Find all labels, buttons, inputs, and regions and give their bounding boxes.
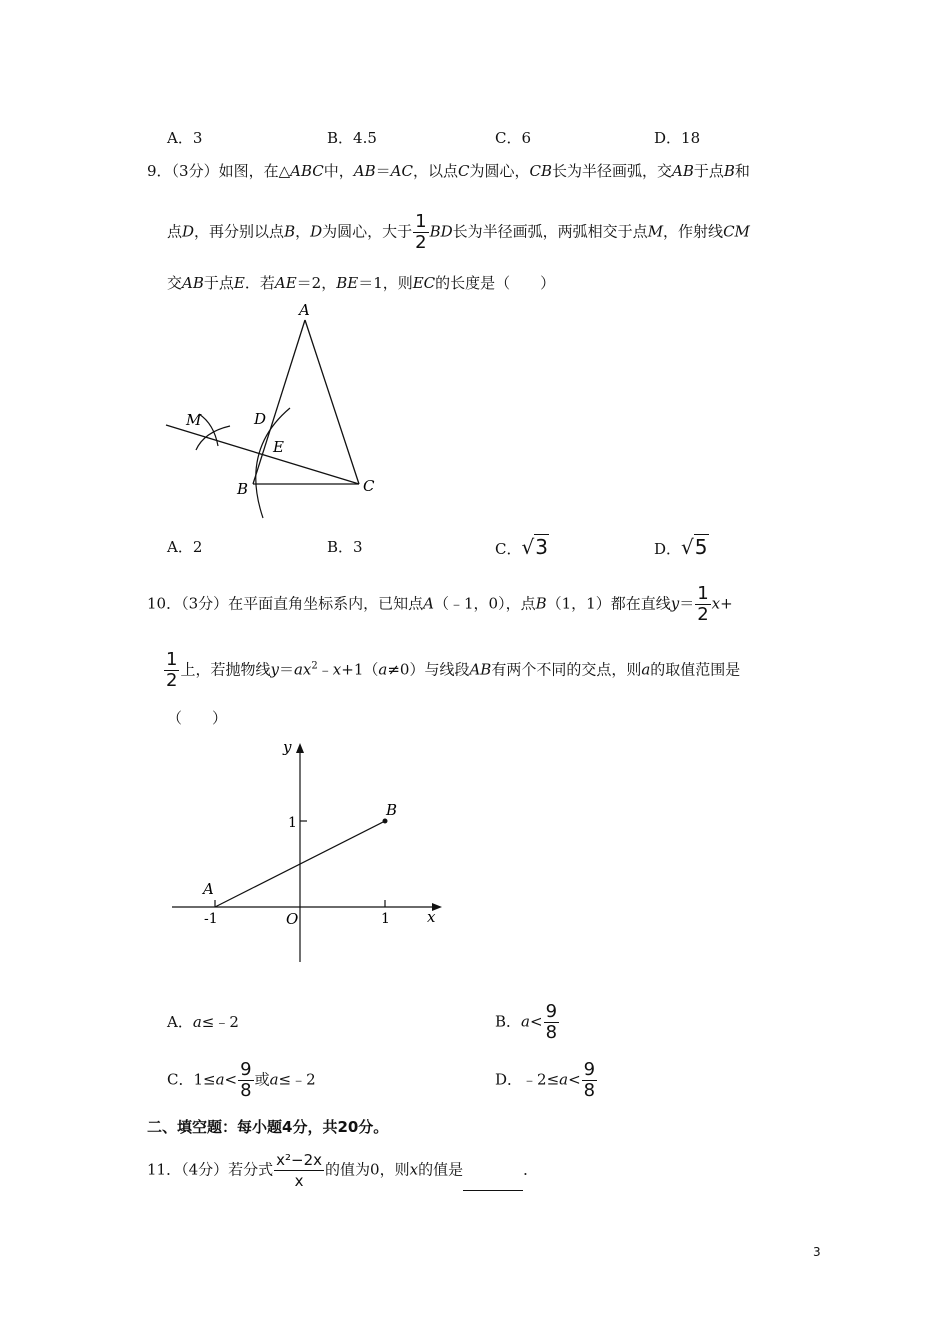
- q10-line2: $\frac{1}{2}$ 上，若抛物线$y=ax^2﹣x+1(a\ne 0)$与线段AB有两个不同的交点，则a的取值范围是: [166, 649, 741, 691]
- label-b: B: [237, 480, 249, 498]
- q9-option-c: C．√3: [495, 535, 548, 559]
- label-y: y: [283, 738, 292, 756]
- q8-option-d: D．18: [654, 129, 701, 147]
- q9-line2: 点D，再分别以点B，D为圆心，大于 $\frac{1}{2}$ BD长为半径画弧，两弧相交于点M，作射线CM: [167, 211, 750, 253]
- label-e: E: [273, 438, 284, 456]
- q10-option-a: A．a≤﹣2: [167, 1013, 239, 1031]
- q9-option-a: A．2: [167, 538, 203, 556]
- label-a: A: [203, 880, 214, 898]
- q10-option-b: B．a< $\frac{9}{8}$: [495, 1001, 558, 1043]
- label-one-x: 1: [381, 911, 390, 927]
- q10-option-d: D．﹣2≤a< $\frac{9}{8}$: [495, 1059, 596, 1101]
- sqrt-3: √3: [521, 535, 548, 559]
- nine-eighths-fraction: $\frac{9}{8}$: [545, 1001, 558, 1043]
- label-a: A: [299, 301, 310, 319]
- page-number: 3: [813, 1245, 821, 1259]
- nine-eighths-fraction: $\frac{9}{8}$: [583, 1059, 596, 1101]
- label-one-y: 1: [288, 815, 297, 831]
- nine-eighths-fraction: $\frac{9}{8}$: [240, 1059, 252, 1101]
- label-x: x: [427, 908, 436, 926]
- q10-option-c: C．1≤a< $\frac{9}{8}$ 或a≤﹣2: [167, 1059, 316, 1101]
- q9-option-b: B．3: [327, 538, 363, 556]
- q10-line1: 10．（3分）在平面直角坐标系内，已知点A（﹣1，0），点B（1，1）都在直线y＝ $\frac{1}{2}$ x+: [147, 583, 733, 625]
- q10-intercept-fraction: $\frac{1}{2}$: [166, 649, 178, 691]
- section-2-title: 二、填空题：每小题4分，共20分。: [147, 1118, 389, 1136]
- q8-option-b: B．4.5: [327, 129, 377, 147]
- point-b: [383, 819, 388, 824]
- q9-triangle-figure: [160, 298, 390, 523]
- q11-answer-blank[interactable]: [463, 1175, 523, 1191]
- sqrt-5: √5: [681, 535, 708, 559]
- q9-line1: 9．（3分）如图，在△ABC中，AB＝AC，以点C为圆心，CB长为半径画弧，交AB于点B和: [147, 162, 750, 180]
- q10-line3: （ ）: [167, 709, 228, 727]
- label-b: B: [386, 801, 398, 819]
- q8-option-c: C．6: [495, 129, 532, 147]
- q9-option-d: D．√5: [654, 535, 708, 559]
- label-d: D: [254, 410, 267, 428]
- label-origin: O: [286, 910, 299, 928]
- q11-line: 11．（4分）若分式 $\frac{\text{x²−2x}}{x}$ 的值为0，则x的值是 ．: [147, 1151, 539, 1190]
- q10-coordinate-figure: [165, 735, 450, 970]
- q9-line3: 交AB于点E．若AE＝2，BE＝1，则EC的长度是（ ）: [167, 274, 556, 292]
- q8-option-a: A．3: [167, 129, 203, 147]
- ray-cm: [166, 425, 359, 484]
- q9-half-fraction: $\frac{1}{2}$: [415, 211, 427, 253]
- label-c: C: [363, 477, 375, 495]
- side-ac: [305, 320, 359, 484]
- q10-slope-fraction: $\frac{1}{2}$: [697, 583, 709, 625]
- y-axis-arrow: [296, 743, 304, 753]
- label-m: M: [186, 411, 202, 429]
- q11-fraction: $\frac{\text{x²−2x}}{x}$: [276, 1151, 323, 1190]
- label-neg1: -1: [204, 911, 218, 927]
